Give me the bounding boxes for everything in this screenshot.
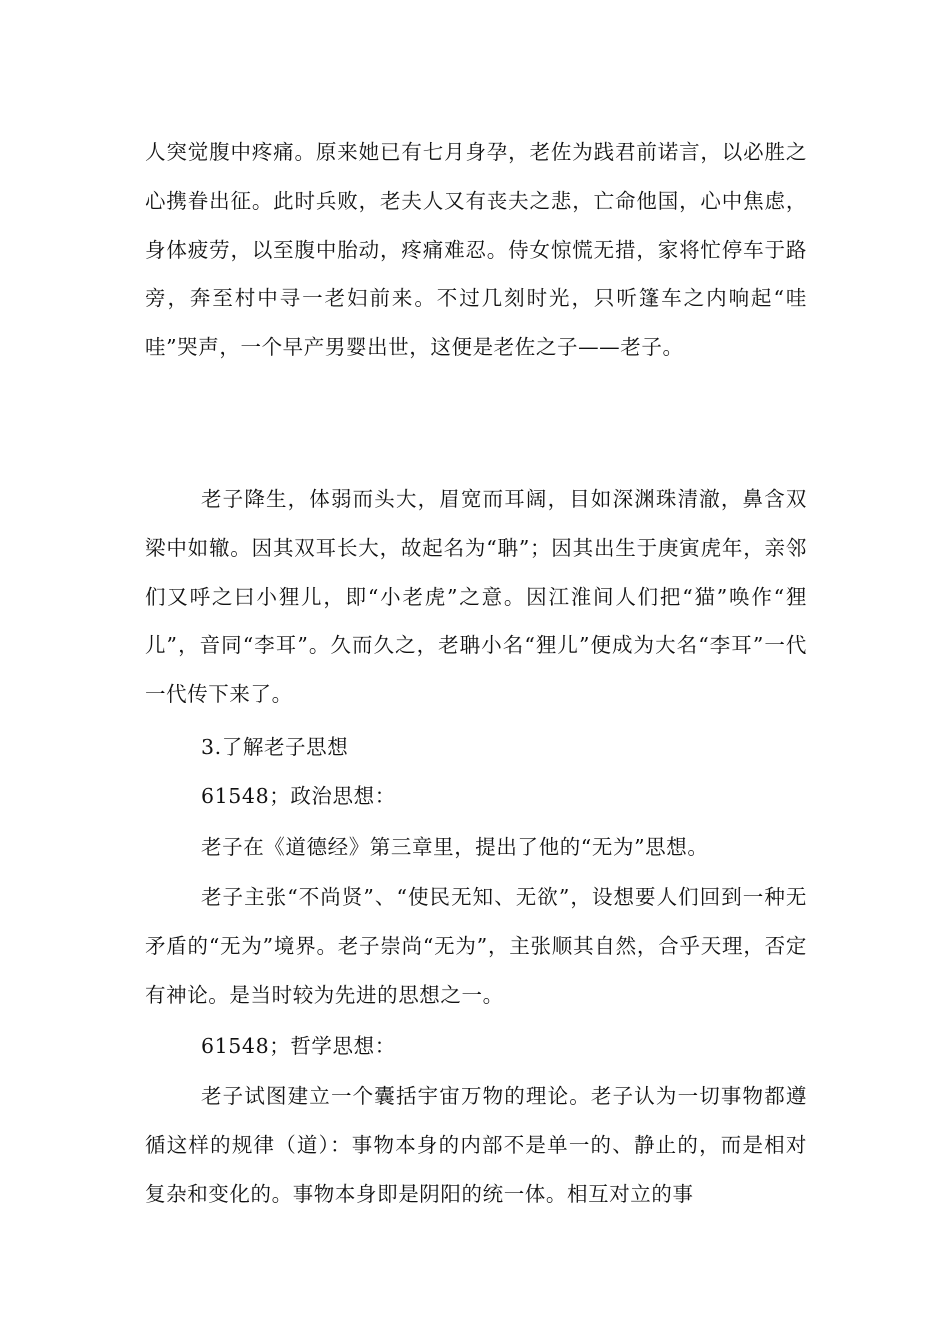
body-paragraph-birth: 人突觉腹中疼痛。原来她已有七月身孕，老佐为践君前诺言，以必胜之心携眷出征。此时兵败，老夫人又有丧夫之悲，亡命他国，心中焦虑，身体疲劳，以至腹中胎动，疼痛难忍。侍女惊慌无措，家将忙停车于路旁，奔至村中寻一老妇前来。不过几刻时光，只听篷车之内响起“哇哇”哭声，一个早产男婴出世，这便是老佐之子——老子。 (145, 140, 807, 360)
body-paragraph-naming: 老子降生，体弱而头大，眉宽而耳阔，目如深渊珠清澈，鼻含双梁中如辙。因其双耳长大，故起名为“聃”；因其出生于庚寅虎年，亲邻们又呼之曰小狸儿，即“小老虎”之意。因江淮间人们把“猫”唤作“狸儿”，音同“李耳”。久而久之，老聃小名“狸儿”便成为大名“李耳”一代一代传下来了。 (145, 487, 807, 707)
body-paragraph-politics: 老子主张“不尚贤”、“使民无知、无欲”，设想要人们回到一种无矛盾的“无为”境界。老子崇尚“无为”，主张顺其自然，合乎天理，否定有神论。是当时较为先进的思想之一。 (145, 885, 807, 1007)
body-paragraph-philosophy: 老子试图建立一个囊括宇宙万物的理论。老子认为一切事物都遵循这样的规律（道）：事物本身的内部不是单一的、静止的，而是相对复杂和变化的。事物本身即是阴阳的统一体。相互对立的事 (145, 1084, 807, 1206)
section-heading: 3.了解老子思想 (201, 735, 349, 759)
body-paragraph-wuwei: 老子在《道德经》第三章里，提出了他的“无为”思想。 (201, 835, 709, 859)
politics-subheading: 61548；政治思想： (201, 784, 396, 808)
philosophy-subheading: 61548；哲学思想： (201, 1034, 396, 1058)
